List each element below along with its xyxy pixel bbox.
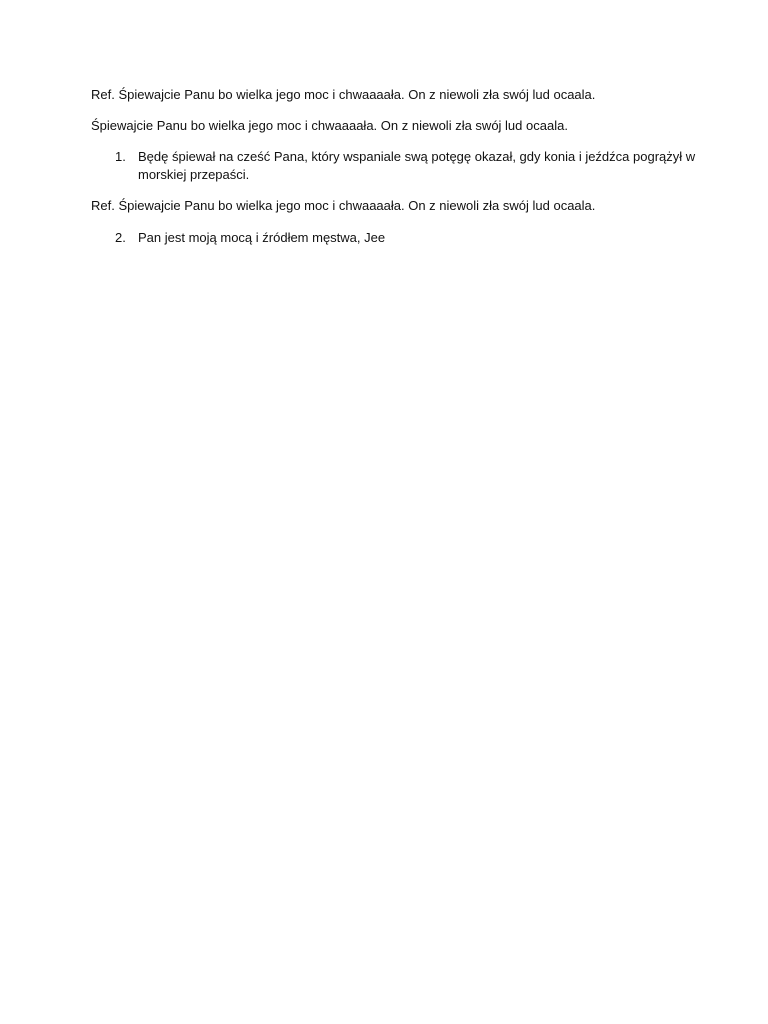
refrain-paragraph: Ref. Śpiewajcie Panu bo wielka jego moc i chwaaaała. On z niewoli zła swój lud ocaala. — [91, 198, 596, 213]
list-text: Pan jest moją mocą i źródłem męstwa, Jee — [138, 230, 386, 245]
list-number: 2. — [115, 230, 126, 245]
refrain-paragraph: Ref. Śpiewajcie Panu bo wielka jego moc i chwaaaała. On z niewoli zła swój lud ocaala. — [91, 87, 596, 102]
list-number: 1. — [115, 149, 126, 164]
verse-paragraph: Śpiewajcie Panu bo wielka jego moc i chwaaaała. On z niewoli zła swój lud ocaala. — [91, 118, 568, 133]
list-text: Będę śpiewał na cześć Pana, który wspaniale swą potęgę okazał, gdy konia i jeźdźca pogrążył w morskiej przepaści. — [138, 149, 696, 182]
